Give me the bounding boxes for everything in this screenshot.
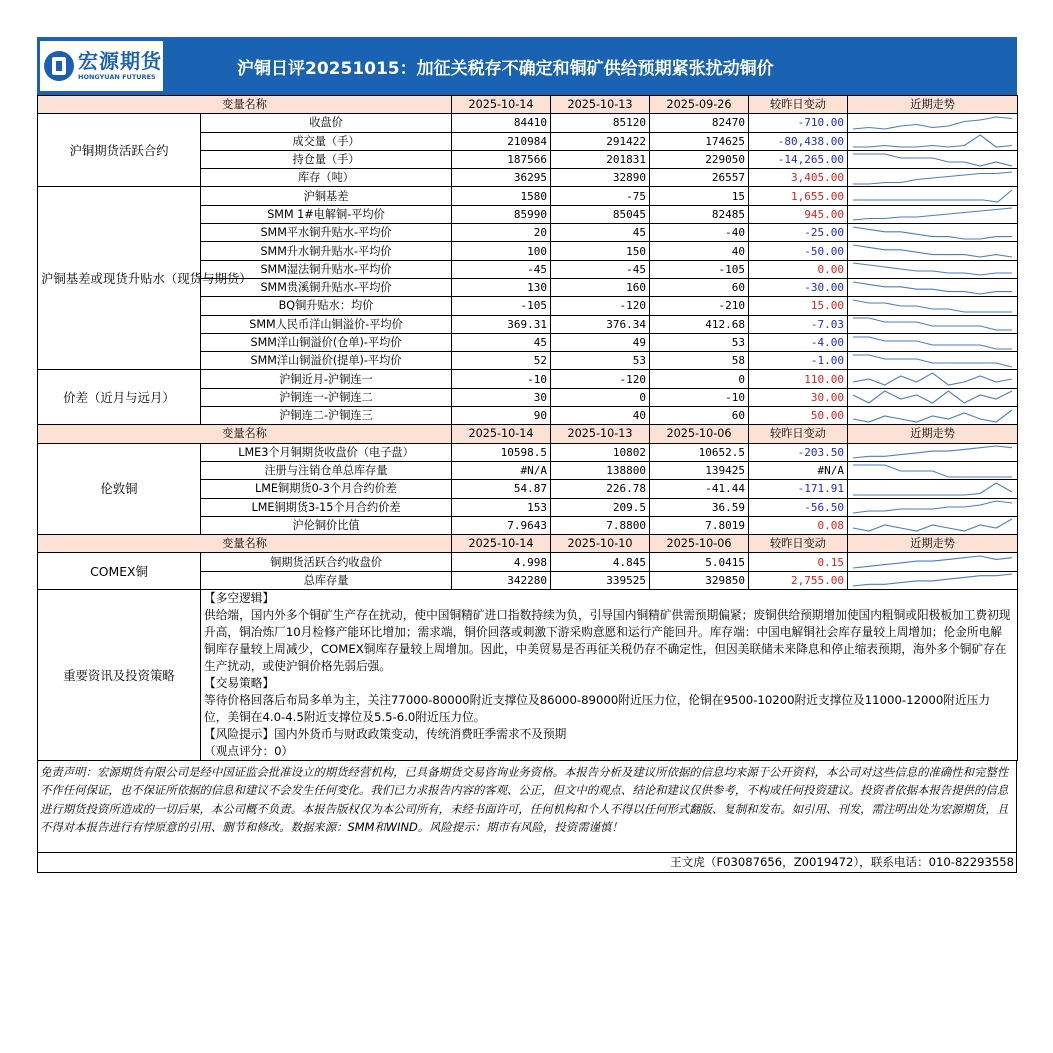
sparkline-path (853, 391, 1012, 403)
section-header-row (38, 535, 1018, 553)
sparkline-chart (851, 499, 1014, 515)
variable-name: 沪伦铜价比值 (201, 516, 452, 534)
value-cell: -105 (452, 297, 551, 315)
value-cell: 84410 (452, 114, 551, 132)
sparkline-path (853, 410, 1012, 422)
trend-sparkline (848, 388, 1018, 406)
value-cell: 60 (650, 278, 749, 296)
table-row (38, 553, 1018, 571)
variable-name: SMM平水铜升贴水-平均价 (201, 224, 452, 242)
logo-name-cn: 宏源期货 (78, 49, 162, 74)
value-cell: -40 (650, 224, 749, 242)
variable-name: 沪铜连二-沪铜连三 (201, 407, 452, 425)
sparkline-path (853, 208, 1012, 220)
value-cell: 150 (551, 242, 650, 260)
value-cell: 10598.5 (452, 443, 551, 461)
report-sheet (37, 37, 1017, 873)
column-header-date: 2025-10-06 (650, 425, 749, 443)
news-paragraph: 供给端，国内外多个铜矿生产存在扰动，使中国铜精矿进口指数持续为负，引导国内铜精矿供需预期偏紧；废铜供给预期增加使国内粗铜或阳极板加工费初现升高，铜冶炼厂10月检修产能环比增加；需求端，铜价回落或刺激下游采购意愿和运行产能回升。库存端：中国电解铜社会库存量较上周增加；伦金所电解铜库存量较上周减少，COMEX铜库存量较上周增加。因此，中美贸易是否再征关税仍存不确定性，但因美联储未来降息和停止缩表预期，海外多个铜矿存在生产扰动，或使沪铜价格先弱后强。 (204, 608, 1011, 674)
sparkline-path (853, 300, 1012, 312)
change-cell: 0.15 (749, 553, 848, 571)
logo-name-en: HONGYUAN FUTURES (78, 73, 156, 82)
value-cell: 10652.5 (650, 443, 749, 461)
value-cell: -210 (650, 297, 749, 315)
change-cell: -171.91 (749, 480, 848, 498)
sparkline-path (853, 519, 1012, 531)
trend-sparkline (848, 150, 1018, 168)
value-cell: 139425 (650, 461, 749, 479)
column-header-date: 2025-10-06 (650, 535, 749, 553)
sparkline-chart (851, 517, 1014, 533)
trend-sparkline (848, 498, 1018, 516)
sparkline-path (853, 154, 1012, 166)
value-cell: -120 (551, 370, 650, 388)
value-cell: 85990 (452, 205, 551, 223)
sparkline-chart (851, 353, 1014, 369)
group-label: 伦敦铜 (38, 443, 201, 534)
value-cell: -10 (452, 370, 551, 388)
value-cell: 10802 (551, 443, 650, 461)
trend-sparkline (848, 407, 1018, 425)
sparkline-chart (851, 133, 1014, 149)
column-header-date: 2025-10-14 (452, 425, 551, 443)
change-cell: 30.00 (749, 388, 848, 406)
sparkline-path (853, 190, 1012, 202)
value-cell: 130 (452, 278, 551, 296)
trend-sparkline (848, 553, 1018, 571)
variable-name: SMM洋山铜溢价(仓单)-平均价 (201, 333, 452, 351)
value-cell: 0 (650, 370, 749, 388)
value-cell: 339525 (551, 571, 650, 589)
column-header-trend: 近期走势 (848, 535, 1018, 553)
value-cell: 138800 (551, 461, 650, 479)
column-header-date: 2025-10-13 (551, 96, 650, 114)
value-cell: -105 (650, 260, 749, 278)
sparkline-path (853, 172, 1012, 184)
change-cell: #N/A (749, 461, 848, 479)
column-header-variable: 变量名称 (38, 96, 452, 114)
column-header-variable: 变量名称 (38, 535, 452, 553)
sparkline-path (853, 483, 1012, 495)
trend-sparkline (848, 187, 1018, 205)
news-row (38, 590, 1018, 761)
trend-sparkline (848, 461, 1018, 479)
sparkline-chart (851, 554, 1014, 570)
trend-sparkline (848, 224, 1018, 242)
change-cell: -203.50 (749, 443, 848, 461)
report-header (37, 37, 1017, 95)
column-header-date: 2025-10-13 (551, 425, 650, 443)
table-row (38, 114, 1018, 132)
value-cell: 291422 (551, 132, 650, 150)
value-cell: 153 (452, 498, 551, 516)
change-cell: 3,405.00 (749, 169, 848, 187)
change-cell: 0.08 (749, 516, 848, 534)
variable-name: 持仓量（手） (201, 150, 452, 168)
news-paragraph: 【多空逻辑】 (204, 591, 275, 606)
change-cell: 945.00 (749, 205, 848, 223)
column-header-variable: 变量名称 (38, 425, 452, 443)
sparkline-chart (851, 225, 1014, 241)
trend-sparkline (848, 480, 1018, 498)
sparkline-chart (851, 316, 1014, 332)
variable-name: LME3个月铜期货收盘价（电子盘） (201, 443, 452, 461)
value-cell: 40 (551, 407, 650, 425)
trend-sparkline (848, 169, 1018, 187)
change-cell: 110.00 (749, 370, 848, 388)
value-cell: 229050 (650, 150, 749, 168)
value-cell: -41.44 (650, 480, 749, 498)
value-cell: 5.0415 (650, 553, 749, 571)
sparkline-chart (851, 243, 1014, 259)
variable-name: 收盘价 (201, 114, 452, 132)
value-cell: 36.59 (650, 498, 749, 516)
value-cell: 54.87 (452, 480, 551, 498)
variable-name: BQ铜升贴水：均价 (201, 297, 452, 315)
sparkline-chart (851, 444, 1014, 460)
column-header-change: 较昨日变动 (749, 96, 848, 114)
table-row (38, 443, 1018, 461)
change-cell: -7.03 (749, 315, 848, 333)
sparkline-path (853, 282, 1012, 294)
column-header-trend: 近期走势 (848, 425, 1018, 443)
value-cell: 342280 (452, 571, 551, 589)
value-cell: 90 (452, 407, 551, 425)
column-header-date: 2025-10-10 (551, 535, 650, 553)
column-header-trend: 近期走势 (848, 96, 1018, 114)
value-cell: 7.8019 (650, 516, 749, 534)
value-cell: -75 (551, 187, 650, 205)
value-cell: 53 (551, 352, 650, 370)
sparkline-path (853, 355, 1012, 367)
sparkline-chart (851, 261, 1014, 277)
value-cell: 30 (452, 388, 551, 406)
variable-name: LME铜期货0-3个月合约价差 (201, 480, 452, 498)
value-cell: 45 (551, 224, 650, 242)
value-cell: 82470 (650, 114, 749, 132)
value-cell: 0 (551, 388, 650, 406)
sparkline-path (853, 245, 1012, 257)
value-cell: 187566 (452, 150, 551, 168)
sparkline-chart (851, 408, 1014, 424)
value-cell: 85045 (551, 205, 650, 223)
sparkline-chart (851, 572, 1014, 588)
value-cell: 1580 (452, 187, 551, 205)
change-cell: -50.00 (749, 242, 848, 260)
value-cell: -10 (650, 388, 749, 406)
value-cell: 210984 (452, 132, 551, 150)
value-cell: 226.78 (551, 480, 650, 498)
variable-name: SMM升水铜升贴水-平均价 (201, 242, 452, 260)
change-cell: -4.00 (749, 333, 848, 351)
value-cell: 201831 (551, 150, 650, 168)
sparkline-chart (851, 371, 1014, 387)
section-header-row (38, 425, 1018, 443)
variable-name: SMM人民币洋山铜溢价-平均价 (201, 315, 452, 333)
sparkline-chart (851, 298, 1014, 314)
value-cell: 7.8800 (551, 516, 650, 534)
variable-name: 总库存量 (201, 571, 452, 589)
trend-sparkline (848, 352, 1018, 370)
sparkline-path (853, 117, 1012, 129)
trend-sparkline (848, 571, 1018, 589)
value-cell: 32890 (551, 169, 650, 187)
column-header-date: 2025-10-14 (452, 96, 551, 114)
logo-emblem-icon (44, 51, 74, 81)
value-cell: 7.9643 (452, 516, 551, 534)
sparkline-chart (851, 115, 1014, 131)
change-cell: 15.00 (749, 297, 848, 315)
sparkline-chart (851, 188, 1014, 204)
disclaimer: 免责声明：宏源期货有限公司是经中国证监会批准设立的期货经营机构，已具备期货交易咨询业务资格。本报告分析及建议所依据的信息均来源于公开资料，本公司对这些信息的准确性和完整性不作任何保证，也不保证所依据的信息和建议不会发生任何变化。我们已力求报告内容的客观、公正，但文中的观点、结论和建议仅供参考，不构成任何投资建议。投资者依据本报告提供的信息进行期货投资所造成的一切后果，本公司概不负责。本报告版权仅为本公司所有，未经书面许可，任何机构和个人不得以任何形式翻版、复制和发布。如引用、刊发，需注明出处为宏源期货，且不得对本报告进行有悖原意的引用、删节和修改。数据来源：SMM和WIND。风险提示：期市有风险，投资需谨慎！ (37, 761, 1017, 853)
news-paragraph: （观点评分：0） (204, 744, 294, 759)
value-cell: 209.5 (551, 498, 650, 516)
column-header-date: 2025-10-14 (452, 535, 551, 553)
sparkline-chart (851, 280, 1014, 296)
section-header-row (38, 96, 1018, 114)
trend-sparkline (848, 205, 1018, 223)
news-content (201, 590, 1018, 761)
value-cell: 49 (551, 333, 650, 351)
sparkline-path (853, 135, 1012, 147)
sparkline-path (853, 574, 1012, 586)
value-cell: 376.34 (551, 315, 650, 333)
variable-name: SMM贵溪铜升贴水-平均价 (201, 278, 452, 296)
trend-sparkline (848, 297, 1018, 315)
trend-sparkline (848, 132, 1018, 150)
data-table (37, 95, 1018, 761)
change-cell: -30.00 (749, 278, 848, 296)
sparkline-chart (851, 389, 1014, 405)
column-header-date: 2025-09-26 (650, 96, 749, 114)
trend-sparkline (848, 114, 1018, 132)
variable-name: 铜期货活跃合约收盘价 (201, 553, 452, 571)
table-row (38, 187, 1018, 205)
sparkline-path (853, 465, 1012, 477)
sparkline-chart (851, 152, 1014, 168)
group-label: 价差（近月与远月） (38, 370, 201, 425)
analyst-contact: 王文虎（F03087656，Z0019472），联系电话：010-82293558 (37, 853, 1017, 873)
sparkline-path (853, 501, 1012, 513)
news-paragraph: 【风险提示】国内外货币与财政政策变动，传统消费旺季需求不及预期 (204, 727, 567, 742)
group-label: 沪铜基差或现货升贴水（现货与期货） (38, 187, 201, 370)
change-cell: -80,438.00 (749, 132, 848, 150)
trend-sparkline (848, 443, 1018, 461)
sparkline-chart (851, 335, 1014, 351)
value-cell: 160 (551, 278, 650, 296)
report-title: 沪铜日评20251015：加征关税存不确定和铜矿供给预期紧张扰动铜价 (237, 59, 774, 79)
value-cell: 20 (452, 224, 551, 242)
sparkline-chart (851, 463, 1014, 479)
sparkline-path (853, 446, 1012, 458)
variable-name: SMM 1#电解铜-平均价 (201, 205, 452, 223)
trend-sparkline (848, 242, 1018, 260)
value-cell: 85120 (551, 114, 650, 132)
sparkline-chart (851, 170, 1014, 186)
news-paragraph: 【交易策略】 (204, 676, 275, 691)
company-logo (40, 41, 163, 91)
variable-name: 注册与注销仓单总库存量 (201, 461, 452, 479)
group-label: 沪铜期货活跃合约 (38, 114, 201, 187)
value-cell: 412.68 (650, 315, 749, 333)
value-cell: 58 (650, 352, 749, 370)
news-paragraph: 等待价格回落后布局多单为主，关注77000-80000附近支撑位及86000-89000附近压力位，伦铜在9500-10200附近支撑位及11000-12000附近压力位，美铜在4.0-4.5附近支撑位及5.5-6.0附近压力位。 (204, 693, 991, 725)
column-header-change: 较昨日变动 (749, 425, 848, 443)
trend-sparkline (848, 260, 1018, 278)
value-cell: 4.998 (452, 553, 551, 571)
column-header-change: 较昨日变动 (749, 535, 848, 553)
sparkline-chart (851, 481, 1014, 497)
value-cell: 36295 (452, 169, 551, 187)
variable-name: 成交量（手） (201, 132, 452, 150)
value-cell: 60 (650, 407, 749, 425)
table-row (38, 370, 1018, 388)
value-cell: -45 (551, 260, 650, 278)
value-cell: 4.845 (551, 553, 650, 571)
variable-name: LME铜期货3-15个月合约价差 (201, 498, 452, 516)
value-cell: 329850 (650, 571, 749, 589)
value-cell: -45 (452, 260, 551, 278)
value-cell: 26557 (650, 169, 749, 187)
sparkline-path (853, 227, 1012, 239)
value-cell: 100 (452, 242, 551, 260)
change-cell: 2,755.00 (749, 571, 848, 589)
variable-name: 沪铜基差 (201, 187, 452, 205)
variable-name: 沪铜近月-沪铜连一 (201, 370, 452, 388)
trend-sparkline (848, 370, 1018, 388)
variable-name: 沪铜连一-沪铜连二 (201, 388, 452, 406)
value-cell: -120 (551, 297, 650, 315)
trend-sparkline (848, 333, 1018, 351)
value-cell: 82485 (650, 205, 749, 223)
value-cell: 53 (650, 333, 749, 351)
value-cell: 15 (650, 187, 749, 205)
value-cell: #N/A (452, 461, 551, 479)
news-label: 重要资讯及投资策略 (38, 590, 201, 761)
value-cell: 369.31 (452, 315, 551, 333)
variable-name: SMM洋山铜溢价(提单)-平均价 (201, 352, 452, 370)
value-cell: 45 (452, 333, 551, 351)
variable-name: 库存（吨） (201, 169, 452, 187)
change-cell: 1,655.00 (749, 187, 848, 205)
trend-sparkline (848, 516, 1018, 534)
sparkline-path (853, 373, 1012, 385)
variable-name: SMM湿法铜升贴水-平均价 (201, 260, 452, 278)
sparkline-path (853, 263, 1012, 275)
sparkline-chart (851, 206, 1014, 222)
change-cell: -25.00 (749, 224, 848, 242)
change-cell: -1.00 (749, 352, 848, 370)
trend-sparkline (848, 315, 1018, 333)
sparkline-path (853, 337, 1012, 349)
change-cell: 0.00 (749, 260, 848, 278)
sparkline-path (853, 556, 1012, 568)
change-cell: -56.50 (749, 498, 848, 516)
group-label: COMEX铜 (38, 553, 201, 590)
trend-sparkline (848, 278, 1018, 296)
sparkline-path (853, 318, 1012, 330)
change-cell: 50.00 (749, 407, 848, 425)
value-cell: 40 (650, 242, 749, 260)
value-cell: 174625 (650, 132, 749, 150)
change-cell: -14,265.00 (749, 150, 848, 168)
value-cell: 52 (452, 352, 551, 370)
change-cell: -710.00 (749, 114, 848, 132)
